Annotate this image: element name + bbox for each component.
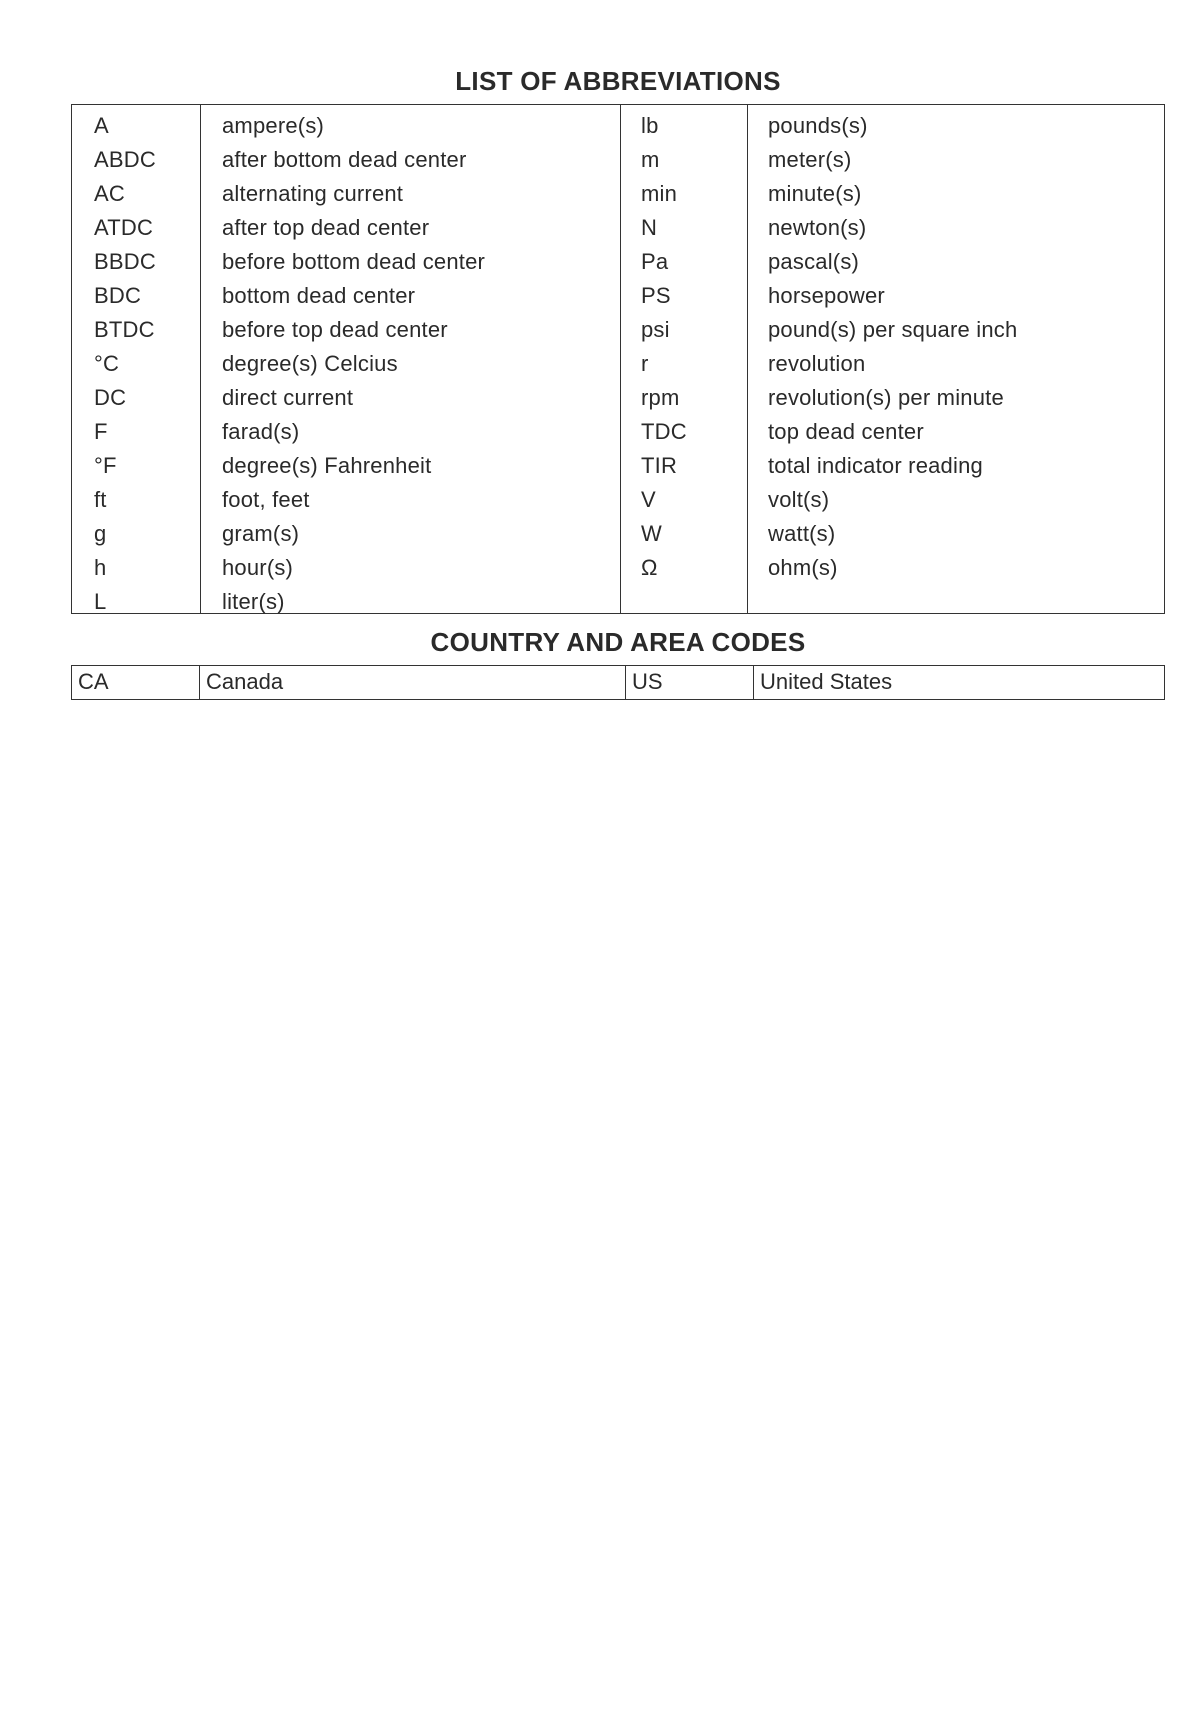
- abbr-cell: Ω: [641, 555, 658, 580]
- abbr-cell: psi: [641, 317, 670, 342]
- abbr-cell: F: [94, 419, 108, 444]
- abbr-cell: DC: [94, 385, 127, 410]
- abbr-cell: N: [641, 215, 658, 240]
- country-code-cell: US: [626, 666, 754, 699]
- country-name-cell: United States: [760, 669, 893, 694]
- meaning-cell: direct current: [222, 385, 354, 410]
- meaning-cell: horsepower: [768, 283, 885, 308]
- abbr-cell: ABDC: [94, 147, 156, 172]
- country-codes-table: [71, 665, 1165, 700]
- meaning-cell: after top dead center: [222, 215, 430, 240]
- meaning-cell: minute(s): [768, 181, 862, 206]
- abbr-cell: m: [641, 147, 660, 172]
- abbr-cell: TDC: [641, 419, 687, 444]
- meaning-cell: foot, feet: [222, 487, 310, 512]
- country-codes-title: COUNTRY AND AREA CODES: [430, 627, 806, 657]
- right-meaning-column: [748, 105, 1164, 613]
- meaning-cell: ohm(s): [768, 555, 838, 580]
- meaning-cell: pascal(s): [768, 249, 860, 274]
- meaning-cell: before bottom dead center: [222, 249, 486, 274]
- meaning-cell: watt(s): [768, 521, 836, 546]
- abbr-cell: rpm: [641, 385, 680, 410]
- abbr-cell: g: [94, 521, 107, 546]
- abbr-cell: ft: [94, 487, 107, 512]
- abbr-cell: BDC: [94, 283, 142, 308]
- abbr-cell: lb: [641, 113, 659, 138]
- meaning-cell: volt(s): [768, 487, 830, 512]
- meaning-cell: after bottom dead center: [222, 147, 467, 172]
- abbr-cell: min: [641, 181, 678, 206]
- country-code-cell: CA: [72, 666, 200, 699]
- meaning-cell: newton(s): [768, 215, 867, 240]
- left-abbr-column: [72, 105, 201, 613]
- meaning-cell: revolution(s) per minute: [768, 385, 1004, 410]
- meaning-cell: liter(s): [222, 589, 285, 614]
- meaning-cell: revolution: [768, 351, 866, 376]
- abbr-cell: °F: [94, 453, 117, 478]
- abbr-cell: V: [641, 487, 656, 512]
- meaning-cell: alternating current: [222, 181, 404, 206]
- abbr-cell: h: [94, 555, 107, 580]
- meaning-cell: pounds(s): [768, 113, 868, 138]
- abbr-cell: A: [94, 113, 109, 138]
- meaning-cell: bottom dead center: [222, 283, 416, 308]
- meaning-cell: ampere(s): [222, 113, 325, 138]
- abbr-cell: AC: [94, 181, 125, 206]
- abbr-cell: ATDC: [94, 215, 154, 240]
- meaning-cell: meter(s): [768, 147, 852, 172]
- right-abbr-column: [621, 105, 748, 613]
- meaning-cell: pound(s) per square inch: [768, 317, 1018, 342]
- abbr-cell: BBDC: [94, 249, 156, 274]
- abbr-cell: W: [641, 521, 662, 546]
- abbreviations-title: LIST OF ABBREVIATIONS: [455, 66, 781, 96]
- abbr-cell: Pa: [641, 249, 669, 274]
- meaning-cell: gram(s): [222, 521, 300, 546]
- meaning-cell: hour(s): [222, 555, 294, 580]
- meaning-cell: total indicator reading: [768, 453, 983, 478]
- abbr-cell: PS: [641, 283, 671, 308]
- abbr-cell: L: [94, 589, 107, 614]
- country-name-cell: Canada: [200, 666, 626, 699]
- abbr-cell: TIR: [641, 453, 678, 478]
- abbr-cell: °C: [94, 351, 120, 376]
- meaning-cell: farad(s): [222, 419, 300, 444]
- meaning-cell: before top dead center: [222, 317, 448, 342]
- meaning-cell: degree(s) Fahrenheit: [222, 453, 432, 478]
- meaning-cell: top dead center: [768, 419, 924, 444]
- abbreviations-table: [71, 104, 1165, 614]
- left-meaning-column: [201, 105, 621, 613]
- abbr-cell: BTDC: [94, 317, 155, 342]
- meaning-cell: degree(s) Celcius: [222, 351, 398, 376]
- abbr-cell: r: [641, 351, 649, 376]
